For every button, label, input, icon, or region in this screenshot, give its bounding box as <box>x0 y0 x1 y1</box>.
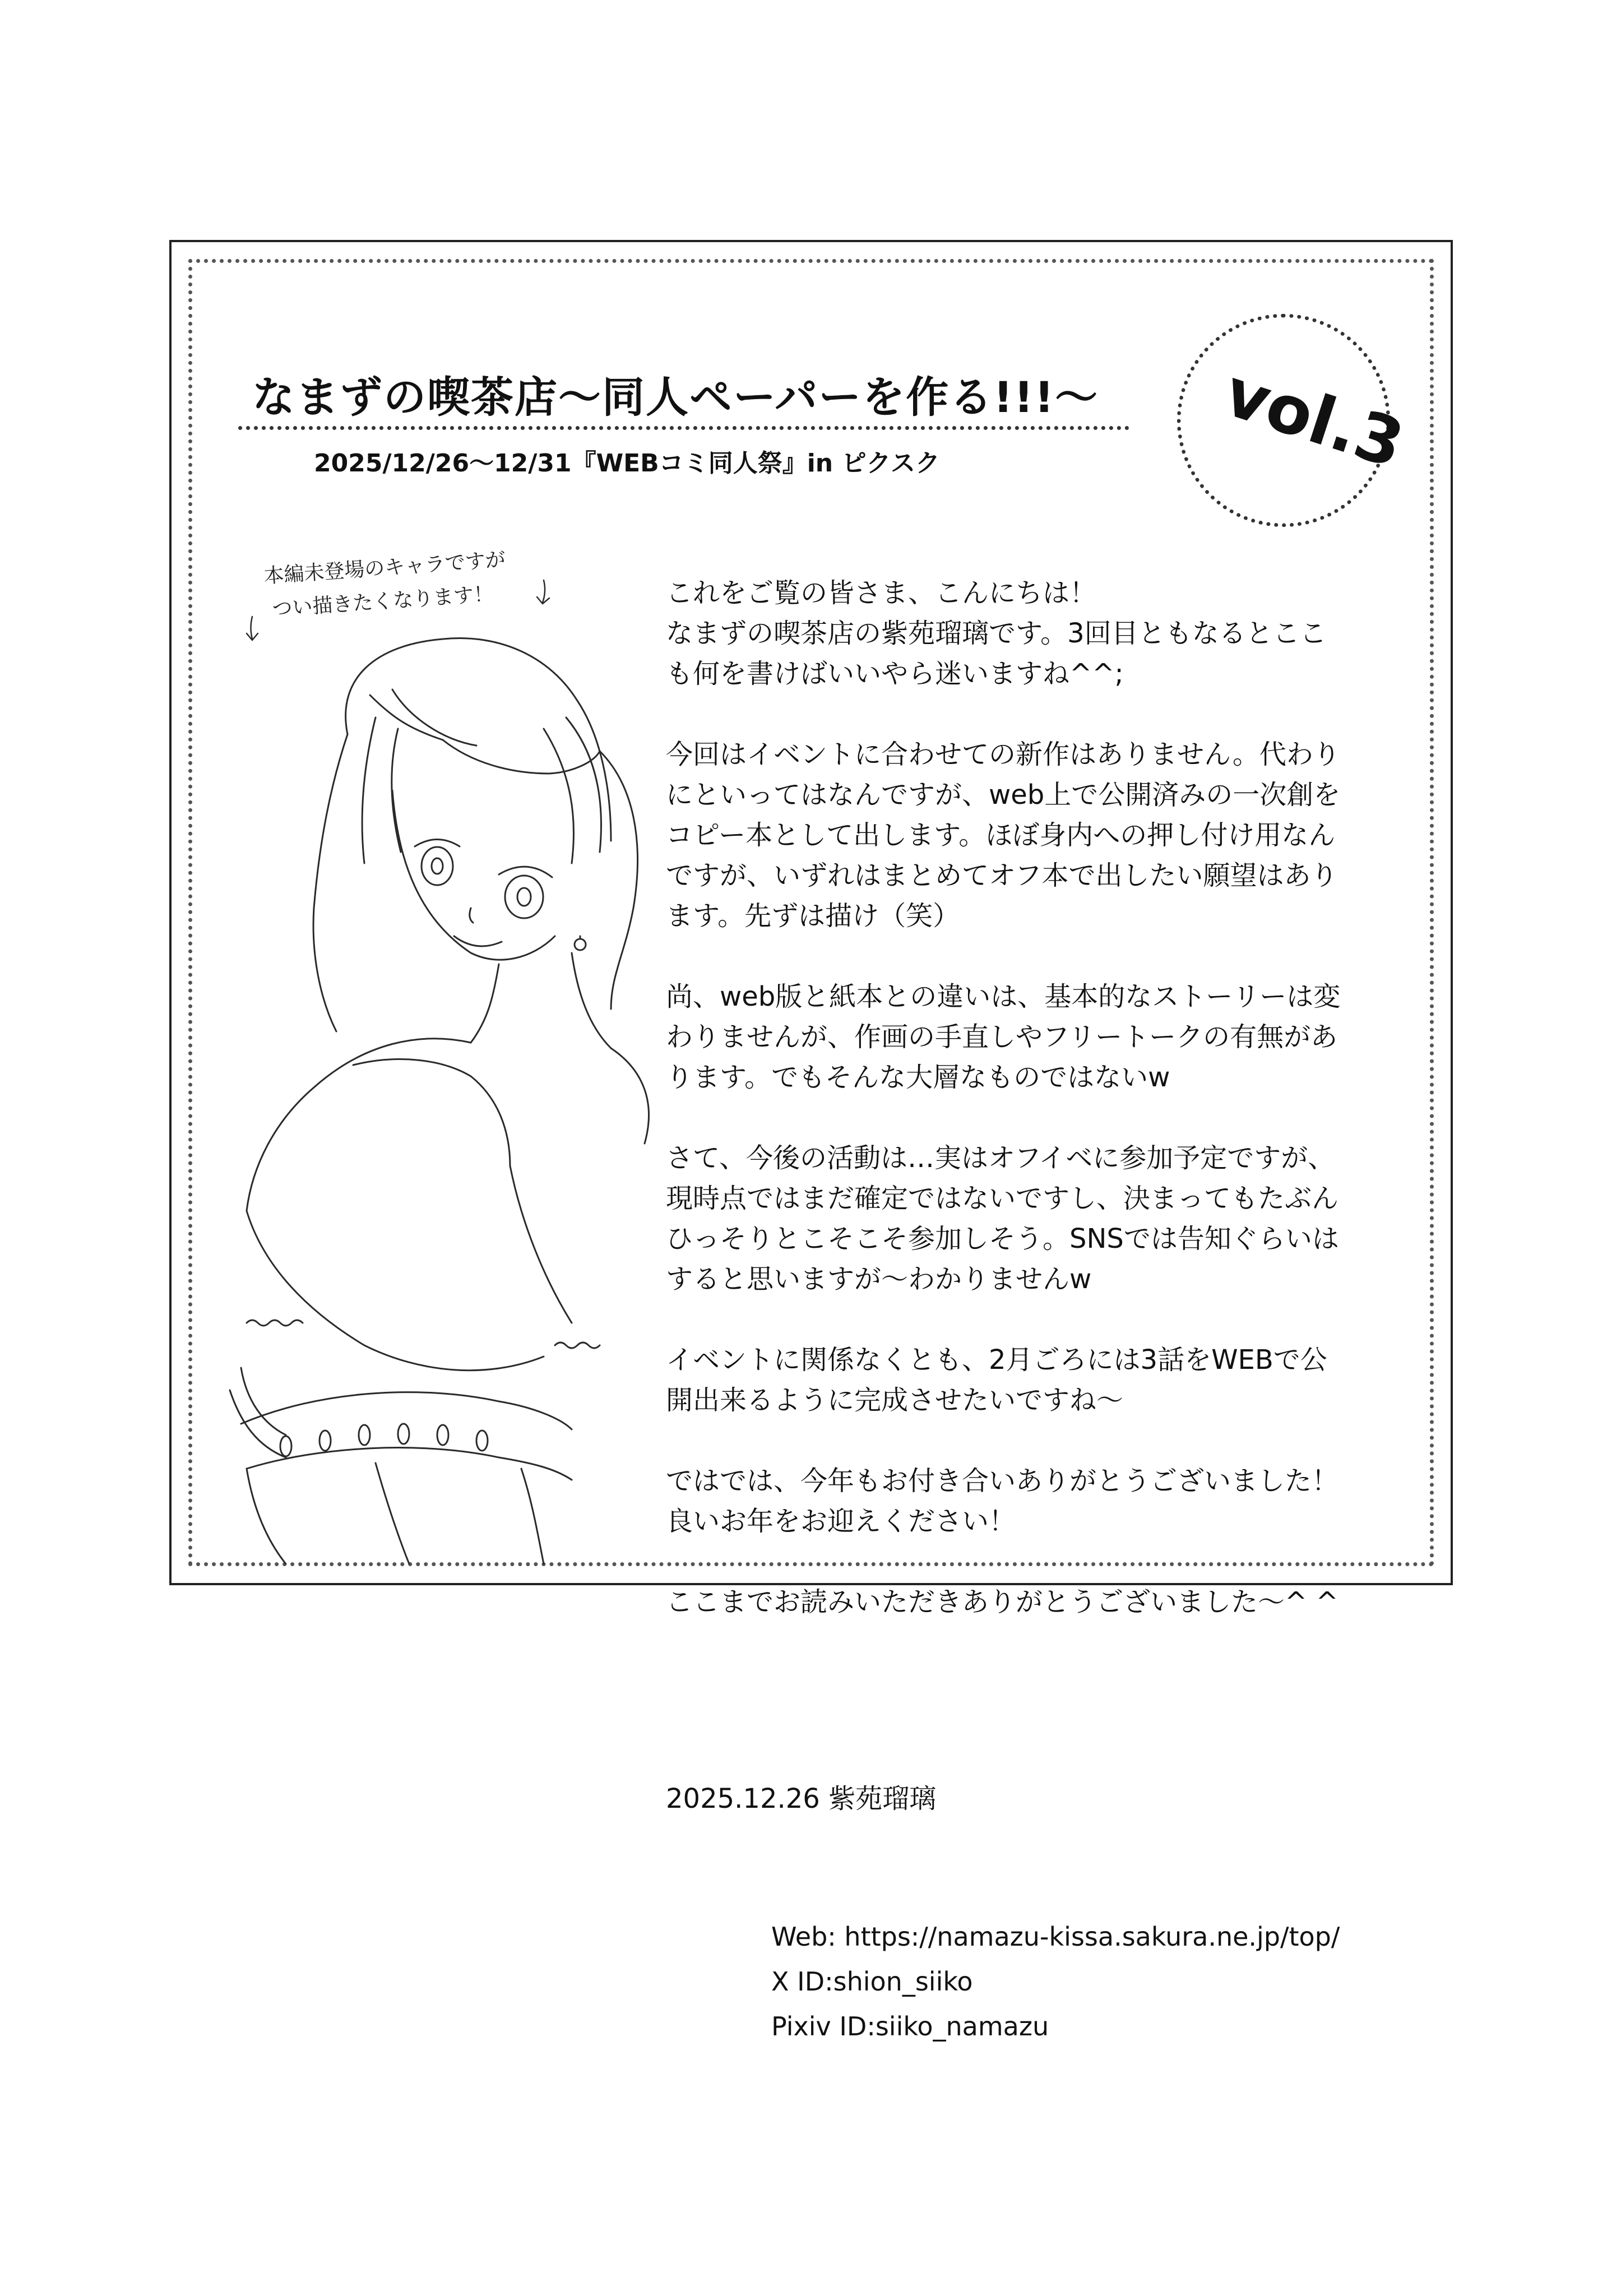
text-line: ですが、いずれはまとめてオフ本で出したい願望はあり <box>666 860 1338 891</box>
web-link[interactable]: Web: https://namazu-kissa.sakura.ne.jp/top/ <box>771 1922 1340 1952</box>
paragraph-greeting <box>666 573 1411 694</box>
paragraph-differences <box>666 976 1411 1098</box>
volume-label: vol.3 <box>1215 353 1413 483</box>
text-line: イベントに関係なくとも、2月ごろには3話をWEBで公 <box>666 1344 1327 1376</box>
pixiv-id: Pixiv ID:siiko_namazu <box>771 2011 1049 2042</box>
text-line: ひっそりとこそこそ参加しそう。SNSでは告知ぐらいは <box>666 1223 1339 1255</box>
message-body <box>666 573 1411 1663</box>
title-divider <box>238 426 1129 430</box>
paragraph-plans <box>666 1340 1411 1420</box>
paragraph-new-work <box>666 734 1411 936</box>
text-line: も何を書けばいいやら迷いますね^^; <box>666 658 1124 689</box>
signature: 2025.12.26 紫苑瑠璃 <box>666 1783 937 1814</box>
text-line: 現時点ではまだ確定ではないですし、決まってもたぶん <box>666 1183 1339 1214</box>
text-line: 今回はイベントに合わせての新作はありません。代わり <box>666 739 1340 770</box>
text-line: なまずの喫茶店の紫苑瑠璃です。3回目ともなるとここ <box>666 618 1327 649</box>
text-line: わりませんが、作画の手直しやフリートークの有無があ <box>666 1021 1338 1053</box>
event-subtitle: 2025/12/26〜12/31『WEBコミ同人祭』in ピクスク <box>314 449 941 478</box>
paragraph-future-activities <box>666 1138 1411 1299</box>
volume-badge <box>1177 314 1413 527</box>
paragraph-thanks <box>666 1461 1411 1542</box>
text-line: ります。でもそんな大層なものではないw <box>666 1062 1170 1093</box>
character-sketch-illustration <box>207 549 712 1570</box>
text-line: ここまでお読みいただきありがとうございました〜^ ^ <box>666 1586 1339 1618</box>
text-line: すると思いますが〜わかりませんw <box>666 1263 1092 1295</box>
text-line: ます。先ずは描け（笑） <box>666 900 960 932</box>
handwritten-note-line-2: つい描きたくなります！ <box>271 582 495 621</box>
text-line: 開出来るように完成させたいですね〜 <box>666 1385 1124 1416</box>
handwritten-note-line-1: 本編未登場のキャラですが <box>263 548 507 589</box>
text-line: さて、今後の活動は…実はオフイベに参加予定ですが、 <box>666 1142 1335 1174</box>
text-line: ではでは、今年もお付き合いありがとうございました！ <box>666 1465 1339 1497</box>
text-line: 尚、web版と紙本との違いは、基本的なストーリーは変 <box>666 981 1341 1012</box>
text-line: 良いお年をお迎えください！ <box>666 1506 1016 1537</box>
contact-info <box>771 1914 1340 2049</box>
text-line: これをご覧の皆さま、こんにちは！ <box>666 577 1097 609</box>
paragraph-closing <box>666 1582 1411 1622</box>
x-id: X ID:shion_siiko <box>771 1966 973 1997</box>
page-title: なまずの喫茶店〜同人ペーパーを作る!!!〜 <box>252 372 1099 422</box>
text-line: コピー本として出します。ほぼ身内への押し付け用なん <box>666 820 1336 851</box>
text-line: にといってはなんですが、web上で公開済みの一次創を <box>666 779 1341 811</box>
